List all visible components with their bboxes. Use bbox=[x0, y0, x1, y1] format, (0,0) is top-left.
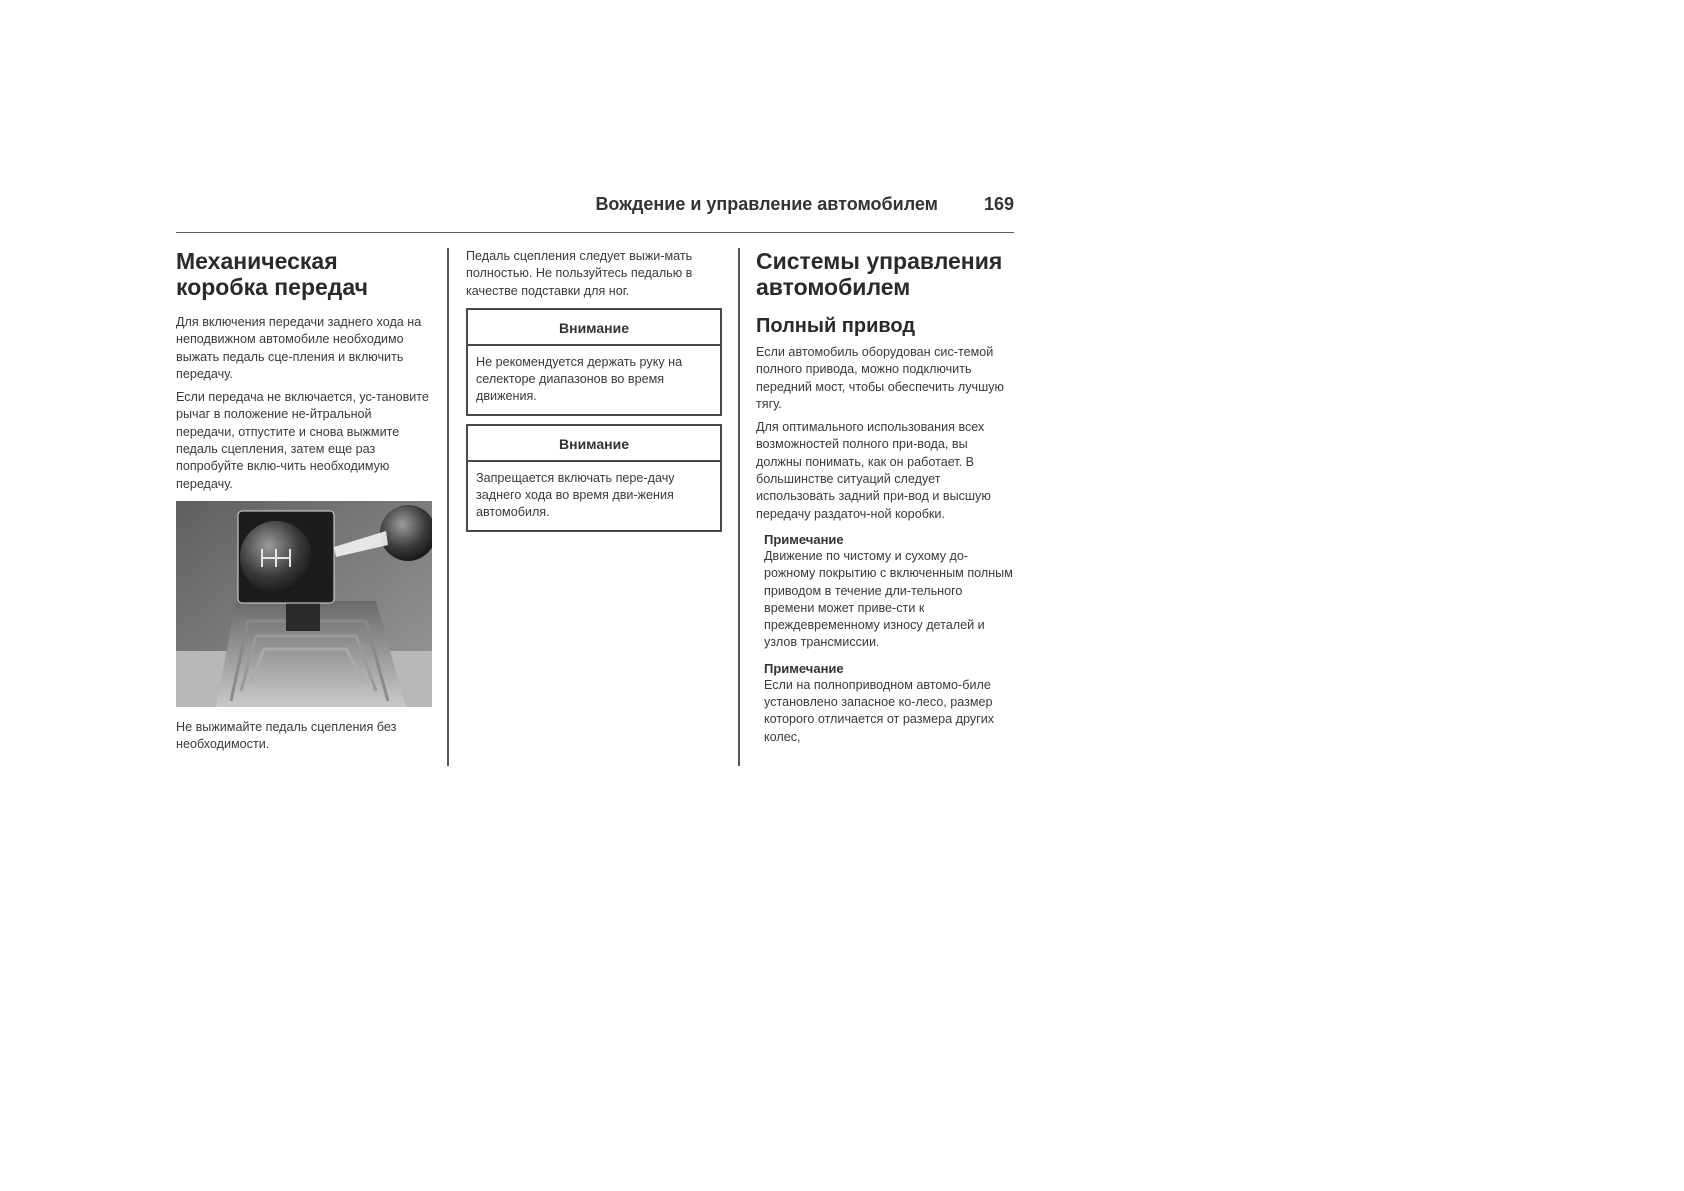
column-divider bbox=[738, 248, 740, 766]
column-divider bbox=[447, 248, 449, 766]
paragraph: Если автомобиль оборудован сис-темой полного привода, можно подключить передний мост, чтобы обеспечить лучшую тягу. bbox=[756, 345, 1004, 411]
column-right bbox=[756, 248, 1014, 752]
paragraph: Для включения передачи заднего хода на неподвижном автомобиле необходимо выжать педаль сце-пления и включить передачу. bbox=[176, 315, 422, 381]
heading-vehicle-control-systems: Системы управления автомобилем bbox=[756, 248, 1003, 300]
paragraph: Педаль сцепления следует выжи-мать полностью. Не пользуйтесь педалью в качестве подставки для ног. bbox=[466, 249, 693, 298]
column-middle bbox=[466, 248, 722, 540]
warning-title: Внимание bbox=[468, 426, 720, 462]
gear-shifter-photo bbox=[176, 501, 432, 707]
page-number: 169 bbox=[983, 194, 1014, 214]
header-divider bbox=[176, 232, 1014, 233]
note-block bbox=[764, 531, 1014, 652]
paragraph: Не выжимайте педаль сцепления без необходимости. bbox=[176, 719, 397, 752]
note-block bbox=[764, 660, 1014, 746]
heading-manual-gearbox: Механическая коробка передач bbox=[176, 248, 368, 300]
column-left bbox=[176, 248, 432, 760]
note-title: Примечание bbox=[764, 660, 844, 676]
page-header bbox=[176, 194, 1014, 216]
note-title: Примечание bbox=[764, 531, 844, 547]
note-text: Движение по чистому и сухому до-рожному покрытию с включенным полным приводом в течение дли-тельного времени может приве-сти к преждевременному износу деталей и узлов трансмиссии. bbox=[764, 548, 1013, 650]
paragraph: Если передача не включается, ус-тановите рычаг в положение не-йтральной передачи, отпустите и снова выжмите педаль сцепления, затем еще раз попробуйте вклю-чить необходимую передачу. bbox=[176, 390, 429, 491]
warning-title: Внимание bbox=[468, 310, 720, 346]
subheading-four-wheel-drive: Полный привод bbox=[756, 315, 916, 337]
warning-text: Не рекомендуется держать руку на селекторе диапазонов во время движения. bbox=[476, 354, 683, 404]
warning-text: Запрещается включать пере-дачу заднего хода во время дви-жения автомобиля. bbox=[476, 470, 675, 520]
paragraph: Для оптимального использования всех возможностей полного при-вода, вы должны понимать, как он работает. В большинстве ситуаций следует использовать задний при-вод и высшую передачу раздаточ-ной коробки. bbox=[756, 420, 991, 521]
warning-box bbox=[466, 424, 722, 532]
section-title: Вождение и управление автомобилем bbox=[595, 194, 938, 214]
note-text: Если на полноприводном автомо-биле установлено запасное ко-лесо, размер которого отличается от размера других колес, bbox=[764, 677, 995, 744]
warning-box bbox=[466, 308, 722, 416]
